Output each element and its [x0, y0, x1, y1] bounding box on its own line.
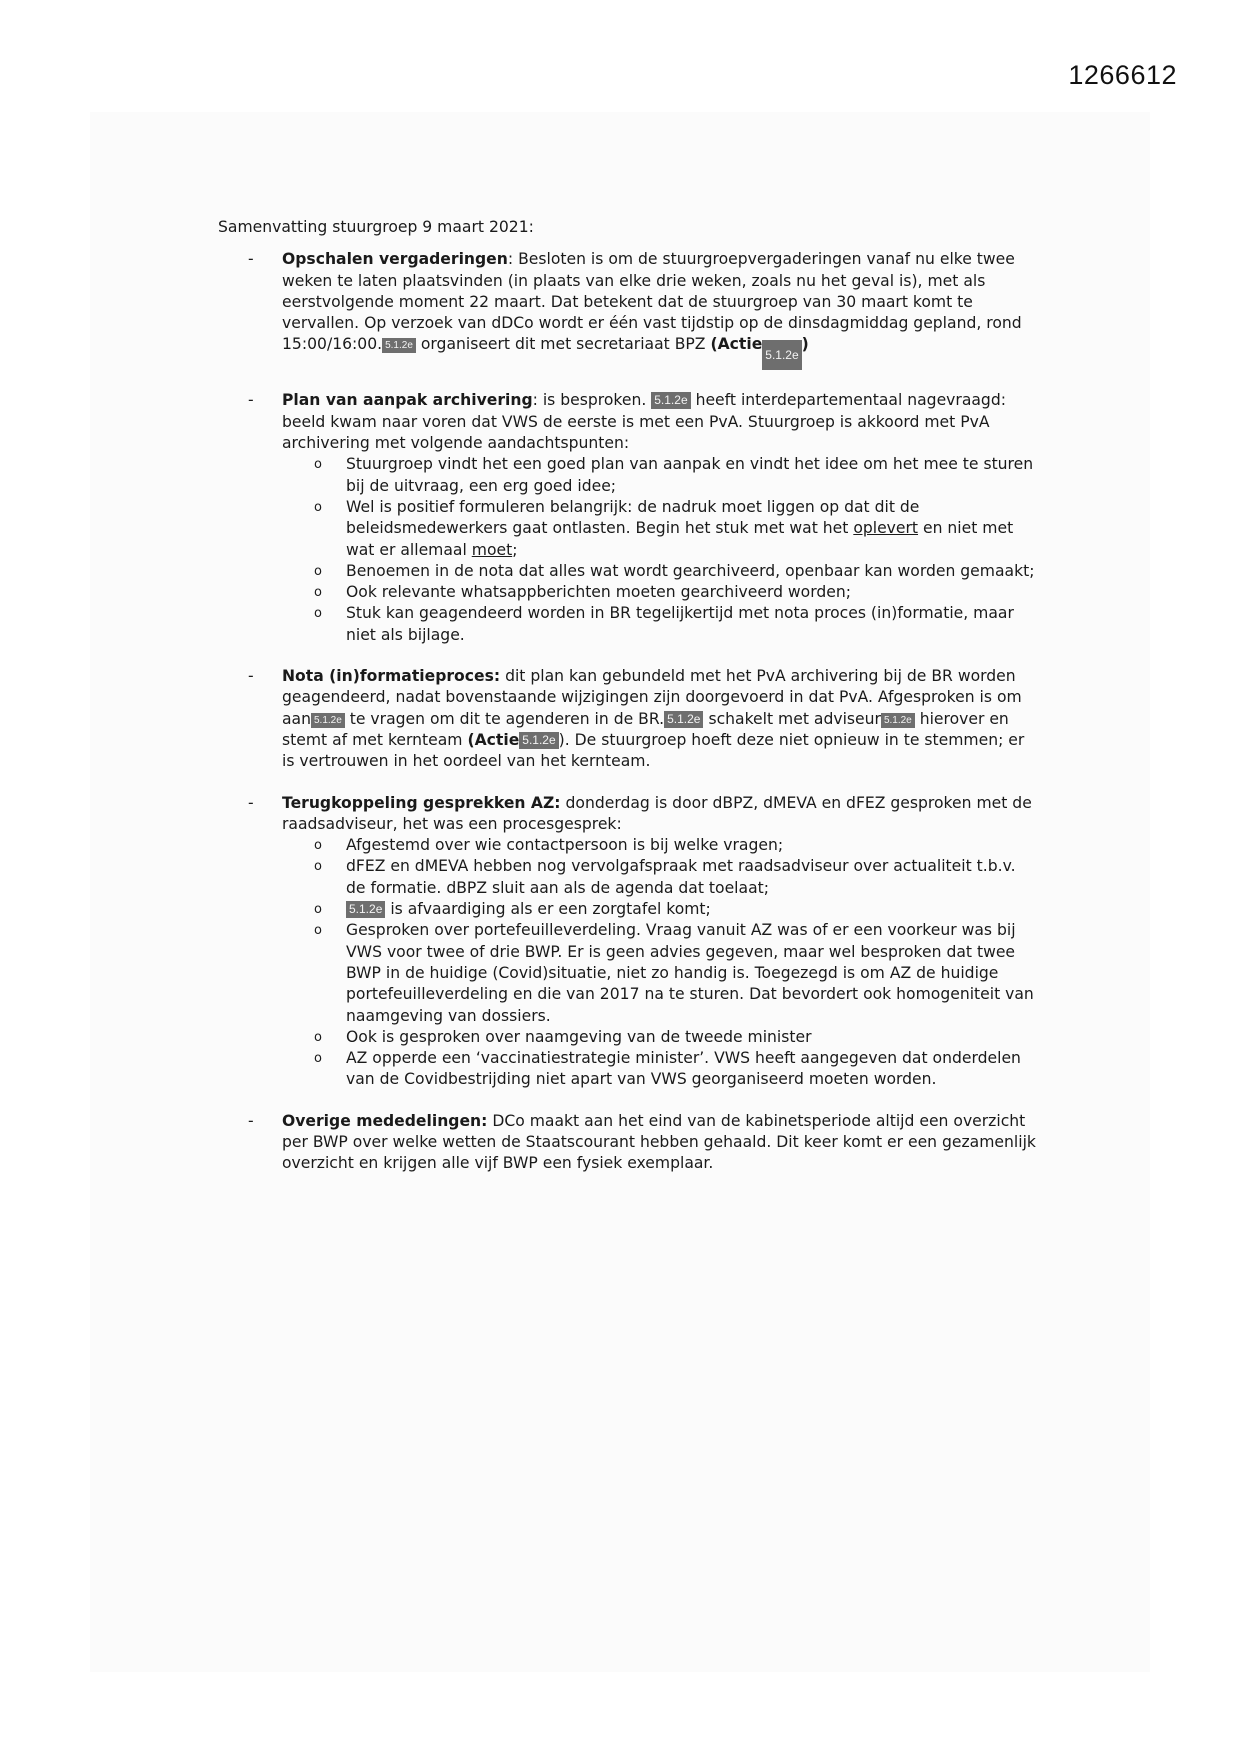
sub-item: o dFEZ en dMEVA hebben nog vervolgafspraak met raadsadviseur over actualiteit t.b.v. de formatie. dBPZ sluit aan als de agenda dat toelaat; — [314, 857, 1016, 897]
document-body — [218, 217, 1038, 1195]
document-number: 1266612 — [1068, 60, 1177, 90]
sub-list — [282, 454, 1038, 646]
sub-item: o Wel is positief formuleren belangrijk: de nadruk moet liggen op dat dit de beleidsmedewerkers gaat ontlasten. Begin het stuk met wat het oplevert en niet met wat er allemaal moet; — [314, 497, 1014, 559]
agenda-item-opschalen: - Opschalen vergaderingen: Besloten is om de stuurgroepvergaderingen vanaf nu elke twee weken te laten plaatsvinden (in plaats van elke drie weken, zoals nu het geval is), met als eerstvolgende moment 22 maart. Dat betekent dat de stuurgroep van 30 maart komt te vervallen. Op verzoek van dDCo wordt er één vast tijdstip op de dinsdagmiddag gepland, rond 15:00/16:00. 5.1.2e organiseert dit met secretariaat BPZ (Actie5.1.2e) — [218, 249, 1038, 370]
agenda-item-archivering: - Plan van aanpak archivering: is besproken. 5.1.2e heeft interdepartementaal nagevraagd: beeld kwam naar voren dat VWS de eerste is met een PvA. Stuurgroep is akkoord met PvA archivering met volgende aandachtspunten: o Stuurgroep vindt het een goed plan van aanpak en vindt het idee om het mee te sturen bij de uitvraag, een erg goed idee; o Wel is positief formuleren belangrijk: de nadruk moet liggen op dat dit de beleidsmedewerkers gaat ontlasten. Begin het stuk met wat het oplevert en niet met wat er allemaal moet; o Benoemen in de nota dat alles wat wordt gearchiveerd, openbaar kan worden gemaakt; o Ook relevante whatsappberichten moeten gearchiveerd worden; o Stuk kan geagendeerd worden in BR tegelijkertijd met nota proces (in)formatie, maar niet als bijlage. — [218, 390, 1038, 646]
dash-marker: - — [248, 793, 254, 812]
sub-item: o Stuk kan geagendeerd worden in BR tegelijkertijd met nota proces (in)formatie, maar niet als bijlage. — [314, 604, 1014, 644]
document-title: Samenvatting stuurgroep 9 maart 2021: — [218, 218, 534, 236]
item-heading: Overige mededelingen: — [282, 1111, 488, 1130]
redaction-box: 5.1.2e — [881, 713, 915, 728]
sub-item: o Ook is gesproken over naamgeving van de tweede minister — [314, 1027, 812, 1046]
agenda-item-overige: - Overige mededelingen: DCo maakt aan het eind van de kabinetsperiode altijd een overzicht per BWP over welke wetten de Staatscourant hebben gehaald. Dit keer komt er een gezamenlijk overzicht en krijgen alle vijf BWP een fysiek exemplaar. — [248, 1111, 1036, 1173]
redaction-box: 5.1.2e — [519, 732, 558, 749]
redaction-box: 5.1.2e — [651, 392, 690, 409]
item-heading: Terugkoppeling gesprekken AZ: — [282, 793, 561, 812]
sub-item: o Gesproken over portefeuilleverdeling. Vraag vanuit AZ was of er een voorkeur was bij VWS voor twee of drie BWP. Er is geen advies gegeven, maar wel besproken dat twee BWP in de huidige (Covid)situatie, niet zo handig is. Toegezegd is om AZ de huidige portefeuilleverdeling en die van 2017 na te sturen. Dat bevordert ook homogeniteit van naamgeving van dossiers. — [314, 921, 1034, 1025]
sub-list — [282, 835, 1038, 1091]
item-heading: Opschalen vergaderingen — [282, 250, 508, 269]
dash-marker: - — [248, 250, 254, 269]
sub-item: o Ook relevante whatsappberichten moeten gearchiveerd worden; — [314, 583, 851, 602]
dash-marker: - — [248, 667, 254, 686]
sub-item: o AZ opperde een ‘vaccinatiestrategie minister’. VWS heeft aangegeven dat onderdelen van de Covidbestrijding niet apart van VWS georganiseerd moeten worden. — [314, 1049, 1021, 1089]
agenda-item-az: - Terugkoppeling gesprekken AZ: donderdag is door dBPZ, dMEVA en dFEZ gesproken met de raadsadviseur, het was een procesgesprek: o Afgestemd over wie contactpersoon is bij welke vragen; o dFEZ en dMEVA hebben nog vervolgafspraak met raadsadviseur over actualiteit t.b.v. de formatie. dBPZ sluit aan als de agenda dat toelaat; o 5.1.2e is afvaardiging als er een zorgtafel komt; o Gesproken over portefeuilleverdeling. Vraag vanuit AZ was of er een voorkeur was bij VWS voor twee of drie BWP. Er is geen advies gegeven, maar wel besproken dat twee BWP in de huidige (Covid)situatie, niet zo handig is. Toegezegd is om AZ de huidige portefeuilleverdeling en die van 2017 na te sturen. Dat bevordert ook homogeniteit van naamgeving van dossiers. o Ook is gesproken over naamgeving van de tweede minister o AZ opperde een ‘vaccinatiestrategie minister’. VWS heeft aangegeven dat onderdelen van de Covidbestrijding niet apart van VWS georganiseerd moeten worden. — [218, 793, 1038, 1091]
item-heading: Plan van aanpak archivering — [282, 391, 533, 410]
agenda-item-nota: - Nota (in)formatieproces: dit plan kan gebundeld met het PvA archivering bij de BR worden geagendeerd, nadat bovenstaande wijzigingen zijn doorgevoerd in dat PvA. Afgesproken is om aan 5.1.2e te vragen om dit te agenderen in de BR. 5.1.2e schakelt met adviseur 5.1.2e hierover en stemt af met kernteam (Actie 5.1.2e ). De stuurgroep hoeft deze niet opnieuw in te stemmen; er is vertrouwen in het oordeel van het kernteam. — [248, 667, 1025, 771]
sub-item: o Benoemen in de nota dat alles wat wordt gearchiveerd, openbaar kan worden gemaakt; — [314, 561, 1035, 580]
redaction-box: 5.1.2e — [346, 901, 385, 918]
item-heading: Nota (in)formatieproces: — [282, 667, 501, 686]
sub-item: o 5.1.2e is afvaardiging als er een zorgtafel komt; — [314, 900, 711, 919]
dash-marker: - — [248, 1111, 254, 1130]
redaction-box: 5.1.2e — [311, 713, 345, 728]
sub-item: o Stuurgroep vindt het een goed plan van aanpak en vindt het idee om het mee te sturen bij de uitvraag, een erg goed idee; — [314, 455, 1034, 495]
redaction-box: 5.1.2e — [664, 711, 703, 728]
dash-marker: - — [248, 391, 254, 410]
sub-item: o Afgestemd over wie contactpersoon is bij welke vragen; — [314, 836, 784, 855]
redaction-box: 5.1.2e — [382, 338, 416, 353]
redaction-box: 5.1.2e — [762, 340, 801, 370]
